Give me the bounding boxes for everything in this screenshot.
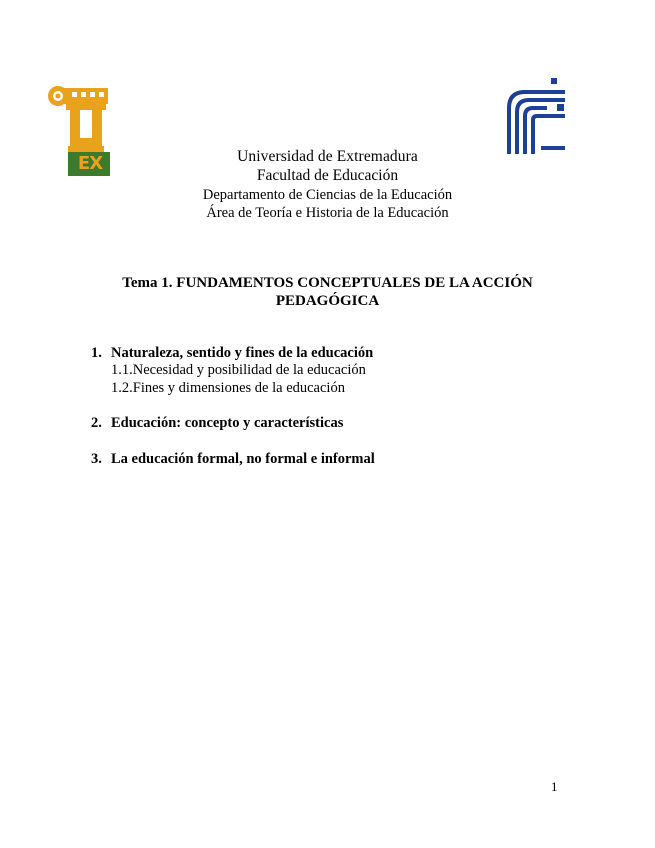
toc-subitem: 1.2.Fines y dimensiones de la educación xyxy=(111,380,345,396)
toc-item-label: Educación: concepto y características xyxy=(111,415,344,431)
faculty-name: Facultad de Educación xyxy=(256,167,399,184)
university-name: Universidad de Extremadura xyxy=(237,148,418,165)
toc-item xyxy=(91,345,373,362)
toc-item-number: 3. xyxy=(91,451,102,467)
toc-item-number: 1. xyxy=(91,345,102,361)
document-title: Tema 1. FUNDAMENTOS CONCEPTUALES DE LA ACCIÓN PEDAGÓGICA xyxy=(122,275,533,309)
toc-subitem: 1.1.Necesidad y posibilidad de la educación xyxy=(111,362,366,378)
area-name: Área de Teoría e Historia de la Educación xyxy=(206,205,449,221)
toc-item-label: Naturaleza, sentido y fines de la educación xyxy=(111,345,374,361)
department-name: Departamento de Ciencias de la Educación xyxy=(202,187,453,203)
faculty-logo xyxy=(503,78,569,154)
toc-item xyxy=(91,415,343,432)
toc-item xyxy=(91,451,375,468)
toc-item-number: 2. xyxy=(91,415,102,431)
faculty-logo-icon xyxy=(503,78,569,154)
page-number: 1 xyxy=(551,779,558,794)
uex-logo-text: EX xyxy=(77,153,103,174)
toc-item-label: La educación formal, no formal e informal xyxy=(111,451,375,467)
